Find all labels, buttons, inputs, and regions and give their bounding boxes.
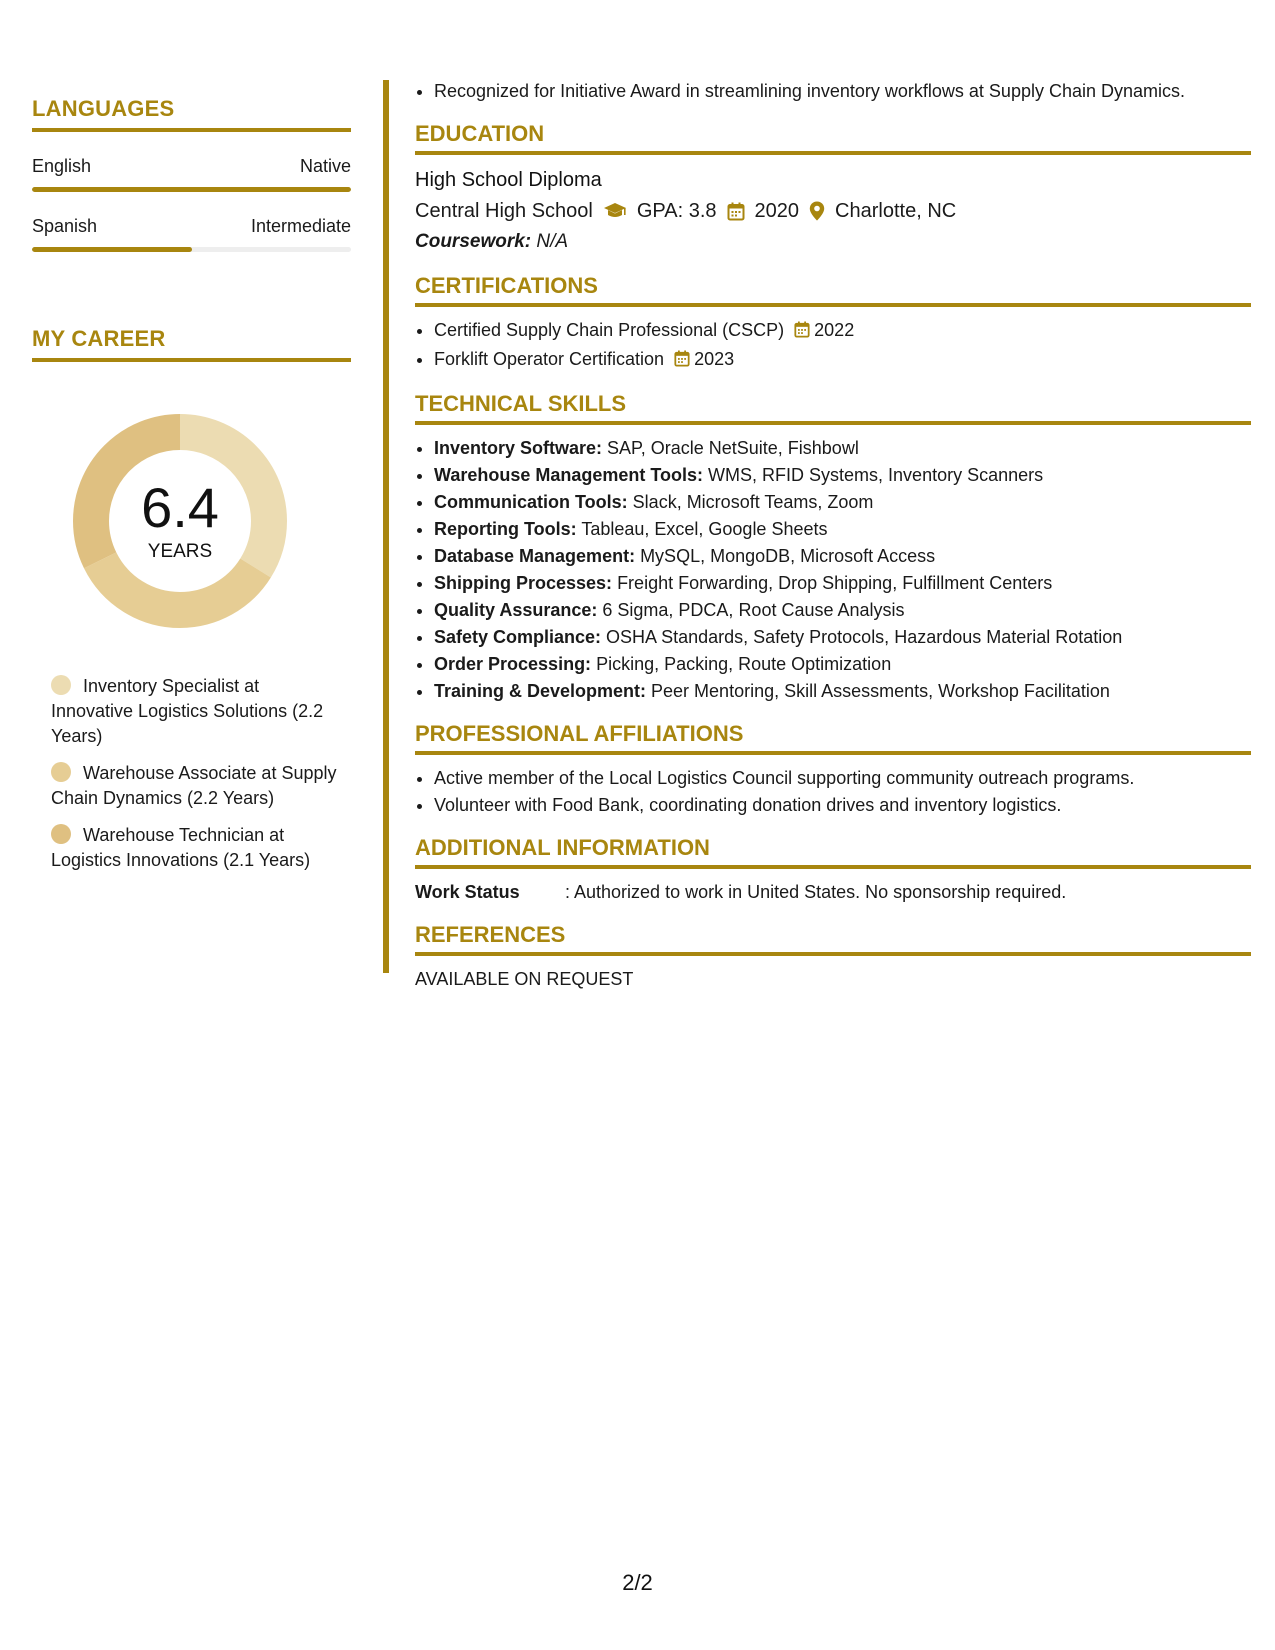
education-location: Charlotte, NC	[835, 200, 957, 222]
work-status-label: Work Status	[415, 882, 520, 902]
work-status-row	[415, 879, 1251, 906]
education-year: 2020	[754, 200, 800, 222]
skill-item	[434, 489, 1251, 516]
skill-label: Shipping Processes:	[434, 573, 613, 593]
language-spanish	[32, 216, 351, 252]
technical-skills-list	[415, 435, 1251, 705]
skill-value: MySQL, MongoDB, Microsoft Access	[635, 546, 936, 566]
affiliation-item: • Active member of the Local Logistics Council supporting community outreach programs.	[434, 765, 1251, 792]
skill-value: SAP, Oracle NetSuite, Fishbowl	[602, 438, 859, 458]
career-legend	[51, 674, 341, 873]
skill-item	[434, 597, 1251, 624]
career-job-label: Warehouse Technician at Logistics Innovations (2.1 Years)	[51, 825, 311, 870]
skill-value: Picking, Packing, Route Optimization	[591, 654, 892, 674]
certification-name: Certified Supply Chain Professional (CSCP)	[434, 320, 785, 340]
language-proficiency-fill	[32, 247, 192, 252]
skill-item	[434, 651, 1251, 678]
skill-value: Slack, Microsoft Teams, Zoom	[627, 492, 874, 512]
page-number: 2/2	[622, 1570, 653, 1595]
language-proficiency-fill	[32, 187, 351, 192]
career-legend-item	[51, 823, 341, 873]
career-donut-chart	[65, 406, 295, 636]
skill-item	[434, 543, 1251, 570]
career-total-unit: YEARS	[147, 541, 213, 562]
experience-bullet: • Recognized for Initiative Award in streamlining inventory workflows at Supply Chain Dynamics.	[434, 78, 1251, 105]
language-level: Intermediate	[250, 216, 351, 236]
skill-label: Safety Compliance:	[434, 627, 602, 647]
education-entry	[415, 165, 1251, 257]
calendar-icon	[674, 348, 690, 375]
column-divider	[383, 80, 389, 973]
certification-year: 2022	[814, 320, 855, 340]
career-job-label: Inventory Specialist at Innovative Logistics Solutions (2.2 Years)	[51, 676, 324, 746]
career-heading: MY CAREER	[32, 326, 351, 362]
career-legend-item	[51, 761, 341, 811]
certifications-heading: CERTIFICATIONS	[415, 273, 1251, 307]
certification-year: 2023	[694, 349, 735, 369]
certification-item	[434, 346, 1251, 375]
skill-label: Database Management:	[434, 546, 636, 566]
affiliation-item: • Volunteer with Food Bank, coordinating donation drives and inventory logistics.	[434, 792, 1251, 819]
affiliations-heading: PROFESSIONAL AFFILIATIONS	[415, 721, 1251, 755]
language-proficiency-bar	[32, 187, 351, 192]
location-pin-icon	[809, 201, 825, 221]
skill-label: Reporting Tools:	[434, 519, 577, 539]
calendar-icon	[727, 202, 745, 221]
skill-value: Freight Forwarding, Drop Shipping, Fulfillment Centers	[612, 573, 1053, 593]
references-text: AVAILABLE ON REQUEST	[415, 969, 634, 989]
certifications-list	[415, 317, 1251, 375]
language-level: Native	[299, 156, 351, 176]
legend-dot-icon	[51, 824, 71, 844]
calendar-icon	[794, 319, 810, 346]
experience-tail-list	[415, 78, 1251, 105]
references-heading: REFERENCES	[415, 922, 1251, 956]
education-heading: EDUCATION	[415, 121, 1251, 155]
main-content	[415, 78, 1251, 993]
coursework-value: N/A	[531, 231, 569, 252]
sidebar	[32, 96, 351, 885]
certification-item	[434, 317, 1251, 346]
language-proficiency-bar	[32, 247, 351, 252]
skill-value: Peer Mentoring, Skill Assessments, Workshop Facilitation	[646, 681, 1110, 701]
skill-value: 6 Sigma, PDCA, Root Cause Analysis	[597, 600, 905, 620]
education-school: Central High School	[415, 200, 593, 222]
language-name: English	[32, 156, 92, 176]
career-legend-item	[51, 674, 341, 749]
education-coursework	[415, 227, 1251, 257]
languages-heading: LANGUAGES	[32, 96, 351, 132]
skill-item	[434, 678, 1251, 705]
skill-item	[434, 516, 1251, 543]
skill-label: Warehouse Management Tools:	[434, 465, 704, 485]
education-gpa: GPA: 3.8	[636, 200, 717, 222]
education-degree: High School Diploma	[415, 169, 602, 191]
skill-label: Order Processing:	[434, 654, 592, 674]
additional-info-heading: ADDITIONAL INFORMATION	[415, 835, 1251, 869]
technical-skills-heading: TECHNICAL SKILLS	[415, 391, 1251, 425]
skill-item	[434, 435, 1251, 462]
skill-label: Inventory Software:	[434, 438, 603, 458]
skill-label: Quality Assurance:	[434, 600, 598, 620]
skill-value: Tableau, Excel, Google Sheets	[576, 519, 828, 539]
skill-label: Communication Tools:	[434, 492, 628, 512]
certification-name: Forklift Operator Certification	[434, 349, 665, 369]
skill-label: Training & Development:	[434, 681, 647, 701]
graduation-cap-icon	[603, 202, 627, 220]
legend-dot-icon	[51, 675, 71, 695]
skill-value: WMS, RFID Systems, Inventory Scanners	[703, 465, 1044, 485]
skill-item	[434, 570, 1251, 597]
skill-item	[434, 462, 1251, 489]
career-job-label: Warehouse Associate at Supply Chain Dynamics (2.2 Years)	[51, 763, 337, 808]
legend-dot-icon	[51, 762, 71, 782]
language-english	[32, 156, 351, 192]
work-status-value: : Authorized to work in United States. No sponsorship required.	[565, 882, 1067, 902]
skill-item	[434, 624, 1251, 651]
language-name: Spanish	[32, 216, 98, 236]
career-total-value: 6.4	[141, 476, 219, 539]
skill-value: OSHA Standards, Safety Protocols, Hazardous Material Rotation	[601, 627, 1123, 647]
affiliations-list	[415, 765, 1251, 819]
coursework-label: Coursework:	[415, 231, 532, 252]
